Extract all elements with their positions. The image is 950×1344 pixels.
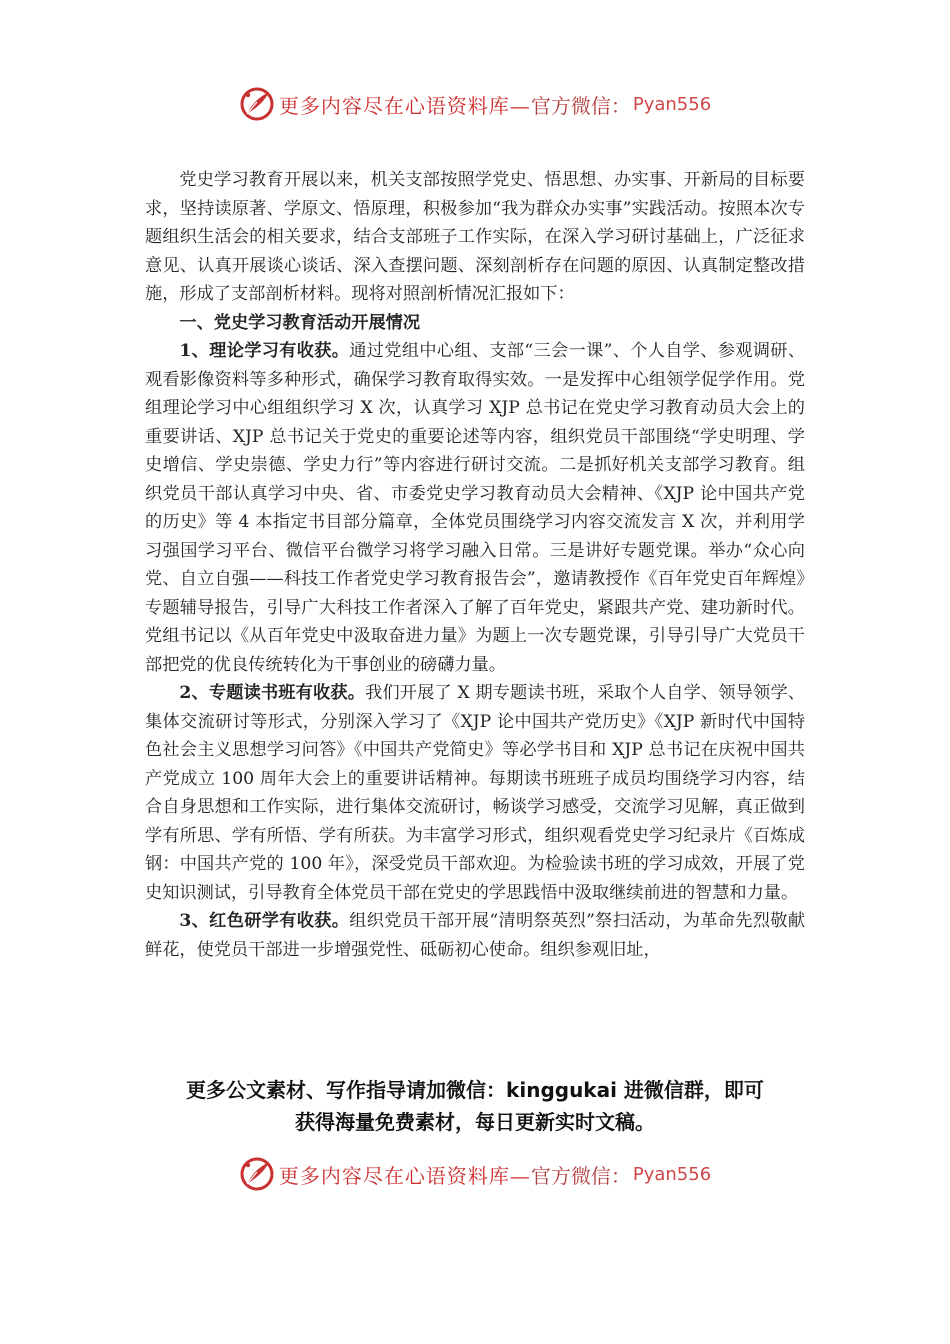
promo-notice	[110, 1074, 840, 1138]
paragraph-reading-class	[145, 679, 805, 907]
header-banner	[0, 84, 950, 124]
intro-paragraph: 党史学习教育开展以来，机关支部按照学党史、悟思想、办实事、开新局的目标要求，坚持读原著、学原文、悟原理，积极参加“我为群众办实事”实践活动。按照本次专题组织生活会的相关要求，结合支部班子工作实际，在深入学习研讨基础上，广泛征求意见、认真开展谈心谈话、深入查摆问题、深刻剖析存在问题的原因、认真制定整改措施，形成了支部剖析材料。现将对照剖析情况汇报如下：	[145, 170, 805, 304]
paragraph-text: 通过党组中心组、支部“三会一课”、个人自学、参观调研、观看影像资料等多种形式，确保学习教育取得实效。一是发挥中心组领学促学作用。党组理论学习中心组组织学习 X 次，认真学习 XJP 总书记在党史学习教育动员大会上的重要讲话、XJP 总书记关于党史的重要论述等内容，组织党员干部围绕“学史明理、学史增信、学史崇德、学史力行”等内容进行研讨交流。二是抓好机关支部学习教育。组织党员干部认真学习中央、省、市委党史学习教育动员大会精神、《XJP 论中国共产党的历史》等 4 本指定书目部分篇章，全体党员围绕学习内容交流发言 X 次，并利用学习强国学习平台、微信平台微学习将学习融入日常。三是讲好专题党课。举办“众心向党、自立自强——科技工作者党史学习教育报告会”，邀请教授作《百年党史百年辉煌》专题辅导报告，引导广大科技工作者深入了解了百年党史，紧跟共产党、建功新时代。党组书记以《从百年党史中汲取奋进力量》为题上一次专题党课，引导引导广大党员干部把党的优良传统转化为干事创业的磅礴力量。	[145, 341, 806, 675]
footer-banner	[0, 1154, 950, 1194]
promo-line-1: 更多公文素材、写作指导请加微信：kinggukai 进微信群，即可	[186, 1078, 764, 1102]
banner-site-text: 更多内容尽在心语资料库—	[278, 1163, 531, 1188]
paragraph-theory-study	[145, 337, 805, 679]
paragraph-red-study	[145, 907, 805, 964]
banner-wechat-label: 官方微信：	[530, 1163, 631, 1188]
quill-logo-icon	[239, 86, 275, 122]
paragraph-lead: 2、专题读书班有收获。	[179, 683, 366, 703]
paragraph-lead: 3、红色研学有收获。	[179, 911, 350, 931]
paragraph-lead: 1、理论学习有收获。	[179, 341, 350, 361]
banner-site-text: 更多内容尽在心语资料库—	[278, 93, 531, 118]
banner-wechat-id: Pyan556	[632, 93, 712, 115]
paragraph-text: 组织党员干部开展“清明祭英烈”祭扫活动，为革命先烈敬献鲜花，使党员干部进一步增强党性、砥砺初心使命。组织参观旧址，	[145, 911, 806, 960]
banner-wechat-label: 官方微信：	[530, 93, 631, 118]
document-body	[145, 166, 805, 964]
promo-line-2: 获得海量免费素材，每日更新实时文稿。	[295, 1110, 655, 1134]
section-heading: 一、党史学习教育活动开展情况	[179, 312, 421, 333]
paragraph-text: 我们开展了 X 期专题读书班，采取个人自学、领导领学、集体交流研讨等形式，分别深入学习了《XJP 论中国共产党历史》《XJP 新时代中国特色社会主义思想学习问答》《中国共产党简史》等必学书目和 XJP 总书记在庆祝中国共产党成立 100 周年大会上的重要讲话精神。每期读书班班子成员均围绕学习内容，结合自身思想和工作实际，进行集体交流研讨，畅谈学习感受，交流学习见解，真正做到学有所思、学有所悟、学有所获。为丰富学习形式，组织观看党史学习纪录片《百炼成钢：中国共产党的 100 年》，深受党员干部欢迎。为检验读书班的学习成效，开展了党史知识测试，引导教育全体党员干部在党史的学思践悟中汲取继续前进的智慧和力量。	[145, 683, 805, 903]
banner-wechat-id: Pyan556	[632, 1163, 712, 1185]
quill-logo-icon	[239, 1156, 275, 1192]
